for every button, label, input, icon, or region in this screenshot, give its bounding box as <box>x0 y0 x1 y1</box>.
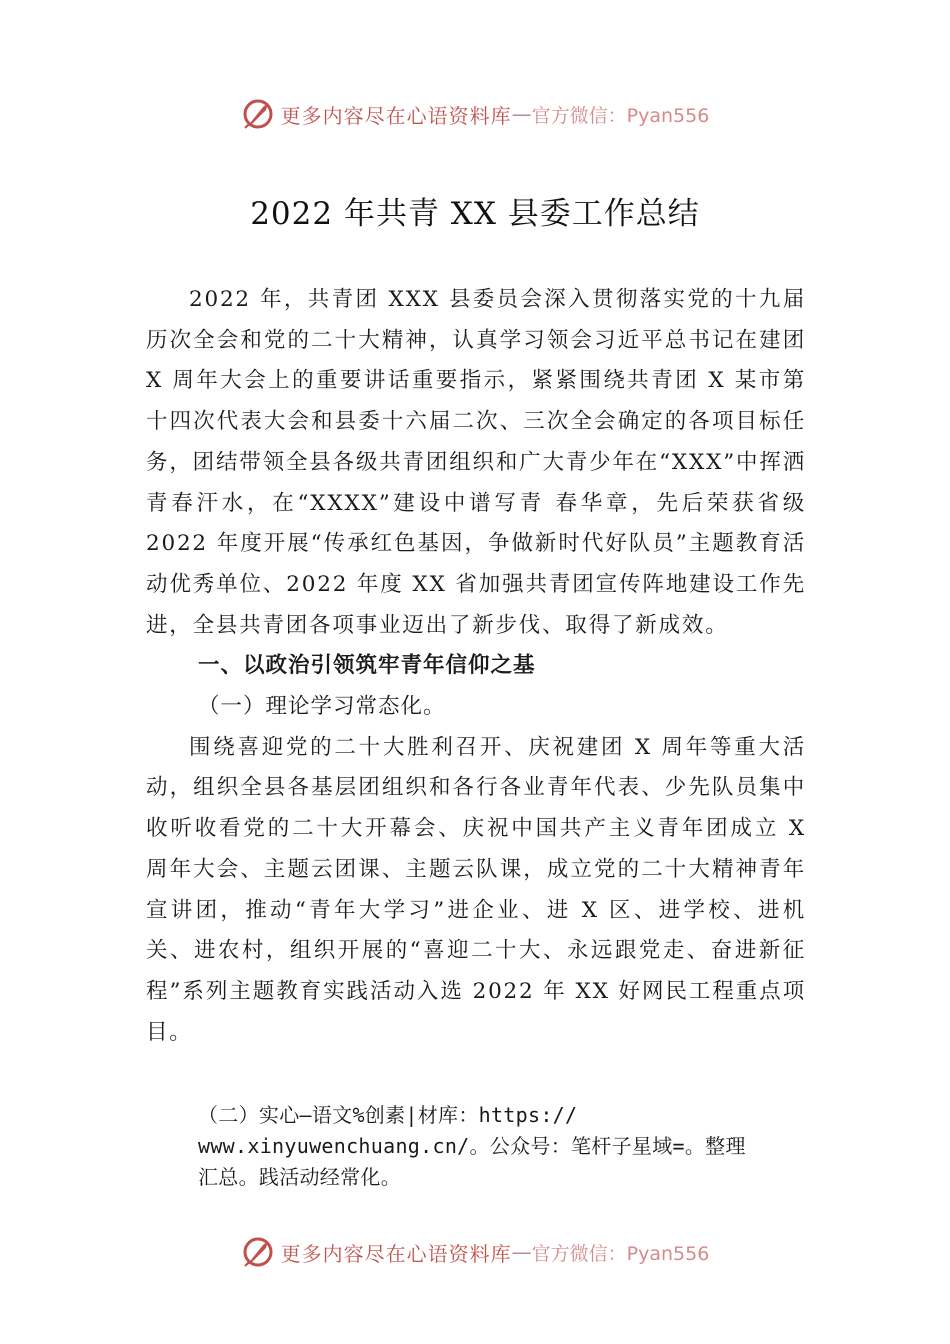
banner-wechat: 官方微信：Pyan556 <box>531 104 710 127</box>
section-heading-1: 一、以政治引领筑牢青年信仰之基 <box>198 653 536 679</box>
footer-watermark-banner <box>0 1232 950 1272</box>
subsection-heading-1: （一）理论学习常态化。 <box>198 694 446 720</box>
subsection-body-1: 围绕喜迎党的二十大胜利召开、庆祝建团 X 周年等重大活动，组织全县各基层团组织和各行各业青年代表、少先队员集中收听收看党的二十大开幕会、庆祝中国共产主义青年团成立 X 周年大会、主题云团课、主题云队课，成立党的二十大精神青年宣讲团，推动“青年大学习”进企业、进 X 区、进学校、进机关、进农村，组织开展的“喜迎二十大、永远跟党走、奋进新征程”系列主题教育实践活动入选 2022 年 XX 好网民工程重点项目。 <box>146 734 806 1045</box>
header-watermark-banner <box>0 94 950 134</box>
banner-text: 更多内容尽在心语资料库 <box>280 1241 512 1266</box>
intro-paragraph: 2022 年，共青团 XXX 县委员会深入贯彻落实党的十九届历次全会和党的二十大精神，认真学习领会习近平总书记在建团 X 周年大会上的重要讲话重要指示，紧紧围绕共青团 X 某市第十四次代表大会和县委十六届二次、三次全会确定的各项目标任务，团结带领全县各级共青团组织和广大青少年在“XXX”中挥洒青春汗水，在“XXXX”建设中谱写青 春华章，先后荣获省级 2022 年度开展“传承红色基因，争做新时代好队员”主题教育活动优秀单位、2022 年度 XX 省加强共青团宣传阵地建设工作先进，全县共青团各项事业迈出了新步伐、取得了新成效。 <box>146 287 806 638</box>
banner-separator: — <box>511 102 532 126</box>
quill-pen-seal-icon <box>241 97 275 131</box>
banner-wechat: 官方微信：Pyan556 <box>531 1242 710 1265</box>
document-title: 2022 年共青 XX 县委工作总结 <box>250 196 700 232</box>
banner-separator: — <box>511 1240 532 1264</box>
quill-pen-seal-icon <box>241 1235 275 1269</box>
document-body <box>146 280 806 1053</box>
subsection-heading-2-note: （二）实心—语文%创素|材库：https:// www.xinyuwenchuang.cn/。公众号：笔杆子星域=。整理 汇总。践活动经常化。 <box>198 1103 746 1189</box>
banner-text: 更多内容尽在心语资料库 <box>280 103 512 128</box>
